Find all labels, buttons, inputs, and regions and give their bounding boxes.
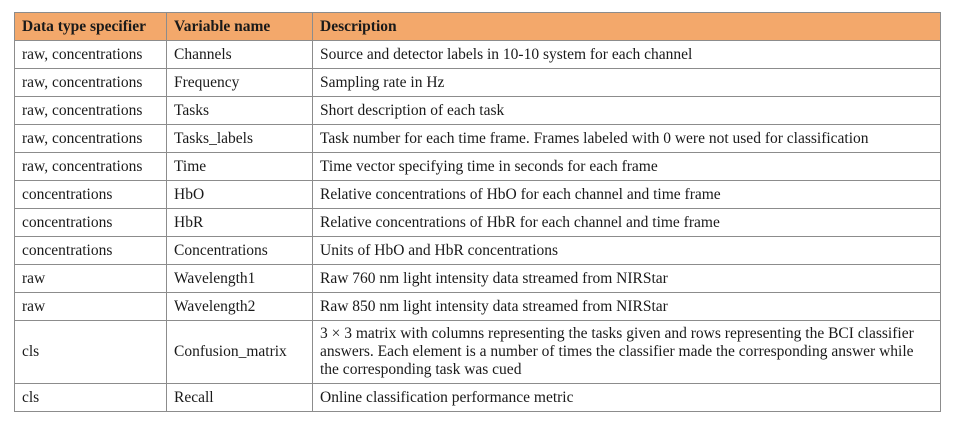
cell-variable-name: Time (167, 153, 313, 181)
cell-variable-name: Tasks (167, 97, 313, 125)
cell-data-type: cls (15, 384, 167, 412)
data-table-container (14, 12, 940, 412)
cell-data-type: raw, concentrations (15, 125, 167, 153)
cell-description: Relative concentrations of HbO for each channel and time frame (313, 181, 941, 209)
table-row (15, 265, 941, 293)
cell-data-type: raw, concentrations (15, 153, 167, 181)
cell-variable-name: HbO (167, 181, 313, 209)
cell-data-type: raw, concentrations (15, 69, 167, 97)
cell-description: Time vector specifying time in seconds for each frame (313, 153, 941, 181)
cell-data-type: concentrations (15, 209, 167, 237)
cell-data-type: raw (15, 293, 167, 321)
table-row (15, 153, 941, 181)
cell-description: Online classification performance metric (313, 384, 941, 412)
cell-variable-name: Concentrations (167, 237, 313, 265)
cell-description: Units of HbO and HbR concentrations (313, 237, 941, 265)
table-row (15, 237, 941, 265)
table-header-row (15, 13, 941, 41)
cell-variable-name: HbR (167, 209, 313, 237)
header-variable-name: Variable name (167, 13, 313, 41)
header-description: Description (313, 13, 941, 41)
cell-variable-name: Wavelength2 (167, 293, 313, 321)
cell-data-type: cls (15, 321, 167, 384)
cell-data-type: raw, concentrations (15, 97, 167, 125)
cell-variable-name: Frequency (167, 69, 313, 97)
table-body (15, 41, 941, 412)
cell-description: 3 × 3 matrix with columns representing the tasks given and rows representing the BCI classifier answers. Each element is a number of times the classifier made the corresponding answer while the corresponding task was cued (313, 321, 941, 384)
cell-variable-name: Wavelength1 (167, 265, 313, 293)
cell-description: Short description of each task (313, 97, 941, 125)
cell-description: Task number for each time frame. Frames labeled with 0 were not used for classification (313, 125, 941, 153)
table-row (15, 69, 941, 97)
header-data-type-specifier: Data type specifier (15, 13, 167, 41)
cell-variable-name: Recall (167, 384, 313, 412)
cell-description: Raw 760 nm light intensity data streamed from NIRStar (313, 265, 941, 293)
table-row (15, 293, 941, 321)
table-row (15, 125, 941, 153)
table-row (15, 384, 941, 412)
cell-description: Relative concentrations of HbR for each channel and time frame (313, 209, 941, 237)
table-row (15, 181, 941, 209)
cell-variable-name: Tasks_labels (167, 125, 313, 153)
table-row (15, 97, 941, 125)
cell-data-type: concentrations (15, 181, 167, 209)
cell-description: Raw 850 nm light intensity data streamed from NIRStar (313, 293, 941, 321)
table-row (15, 41, 941, 69)
cell-data-type: concentrations (15, 237, 167, 265)
cell-description: Sampling rate in Hz (313, 69, 941, 97)
cell-variable-name: Channels (167, 41, 313, 69)
cell-description: Source and detector labels in 10-10 system for each channel (313, 41, 941, 69)
table-row (15, 209, 941, 237)
cell-variable-name: Confusion_matrix (167, 321, 313, 384)
cell-data-type: raw (15, 265, 167, 293)
variables-table (14, 12, 941, 412)
table-row (15, 321, 941, 384)
cell-data-type: raw, concentrations (15, 41, 167, 69)
